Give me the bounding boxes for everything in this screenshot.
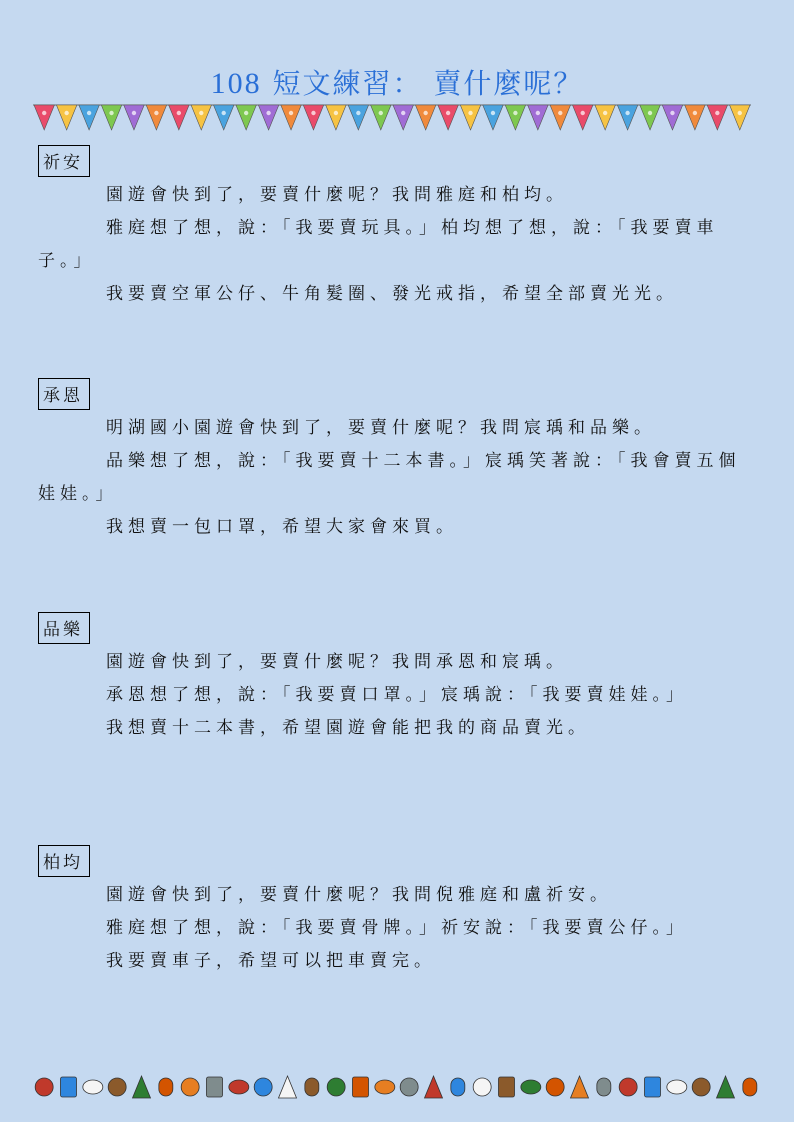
flag-icon	[730, 105, 750, 130]
festival-item-icon	[667, 1080, 687, 1094]
flag-icon	[528, 105, 548, 130]
festival-item-icon	[35, 1078, 53, 1096]
flag-dot	[311, 111, 315, 115]
paragraph: 園遊會快到了，要賣什麼呢？我問承恩和宸瑀。	[106, 652, 568, 672]
flag-dot	[446, 111, 450, 115]
flag-dot	[648, 111, 652, 115]
flag-icon	[460, 105, 480, 130]
festival-item-icon	[353, 1077, 369, 1097]
flag-dot	[199, 111, 203, 115]
festival-item-icon	[692, 1078, 710, 1096]
section-qian	[38, 145, 754, 311]
flag-icon	[483, 105, 503, 130]
festival-item-icon	[717, 1076, 735, 1098]
paragraph: 園遊會快到了，要賣什麼呢？我問雅庭和柏均。	[106, 185, 568, 205]
flag-dot	[468, 111, 472, 115]
festival-item-icon	[181, 1078, 199, 1096]
flag-dot	[334, 111, 338, 115]
flag-icon	[303, 105, 323, 130]
flag-dot	[603, 111, 607, 115]
paragraph: 我想賣一包口罩，希望大家會來買。	[106, 517, 458, 537]
festival-item-icon	[375, 1080, 395, 1094]
paragraph: 我要賣車子，希望可以把車賣完。	[106, 951, 436, 971]
student-name: 柏均	[38, 845, 90, 877]
flag-dot	[401, 111, 405, 115]
flag-icon	[56, 105, 76, 130]
paragraph: 承恩想了想，說：「我要賣口罩。」宸瑀說：「我要賣娃娃。」	[106, 685, 688, 705]
festival-item-icon	[743, 1078, 757, 1096]
flag-icon	[348, 105, 368, 130]
student-name: 祈安	[38, 145, 90, 177]
flag-icon	[258, 105, 278, 130]
festival-item-icon	[305, 1078, 319, 1096]
student-name: 承恩	[38, 378, 90, 410]
flag-dot	[244, 111, 248, 115]
festival-item-icon	[108, 1078, 126, 1096]
festival-item-icon	[400, 1078, 418, 1096]
paragraph: 雅庭想了想，說：「我要賣玩具。」柏均想了想，說：「我要賣車子。」	[38, 218, 719, 271]
festival-food-icons	[32, 1072, 762, 1102]
flag-icon	[662, 105, 682, 130]
flag-icon	[640, 105, 660, 130]
student-name: 品樂	[38, 612, 90, 644]
flag-icon	[550, 105, 570, 130]
flag-dot	[513, 111, 517, 115]
festival-item-icon	[521, 1080, 541, 1094]
flag-icon	[124, 105, 144, 130]
flag-dot	[222, 111, 226, 115]
title-number: 108	[210, 67, 262, 100]
flag-dot	[289, 111, 293, 115]
paragraph: 雅庭想了想，說：「我要賣骨牌。」祈安說：「我要賣公仔。」	[106, 918, 688, 938]
flag-icon	[79, 105, 99, 130]
flag-dot	[356, 111, 360, 115]
flag-dot	[177, 111, 181, 115]
festival-item-icon	[279, 1076, 297, 1098]
flag-dot	[87, 111, 91, 115]
bunting-flags-icon	[33, 102, 751, 134]
flag-icon	[146, 105, 166, 130]
flag-dot	[491, 111, 495, 115]
flag-icon	[101, 105, 121, 130]
flag-dot	[581, 111, 585, 115]
title-text: 短文練習： 賣什麼呢？	[272, 67, 584, 100]
section-pinle	[38, 612, 754, 745]
flag-icon	[34, 105, 54, 130]
festival-item-icon	[499, 1077, 515, 1097]
flag-dot	[625, 111, 629, 115]
paragraph: 品樂想了想，說：「我要賣十二本書。」宸瑀笑著說：「我會賣五個娃娃。」	[38, 451, 741, 504]
flag-dot	[154, 111, 158, 115]
flag-icon	[371, 105, 391, 130]
festival-item-icon	[327, 1078, 345, 1096]
flag-dot	[379, 111, 383, 115]
flag-icon	[169, 105, 189, 130]
flag-icon	[326, 105, 346, 130]
flag-icon	[393, 105, 413, 130]
festival-item-icon	[451, 1078, 465, 1096]
flag-icon	[214, 105, 234, 130]
flag-icon	[573, 105, 593, 130]
flag-dot	[64, 111, 68, 115]
festival-item-icon	[61, 1077, 77, 1097]
festival-item-icon	[207, 1077, 223, 1097]
paragraph: 園遊會快到了，要賣什麼呢？我問倪雅庭和盧祈安。	[106, 885, 612, 905]
festival-item-icon	[619, 1078, 637, 1096]
flag-icon	[707, 105, 727, 130]
flag-icon	[617, 105, 637, 130]
flag-dot	[693, 111, 697, 115]
festival-item-icon	[83, 1080, 103, 1094]
festival-item-icon	[645, 1077, 661, 1097]
flag-dot	[715, 111, 719, 115]
festival-item-icon	[133, 1076, 151, 1098]
flag-dot	[558, 111, 562, 115]
flag-dot	[738, 111, 742, 115]
section-chengen	[38, 378, 754, 544]
flag-icon	[685, 105, 705, 130]
flag-icon	[505, 105, 525, 130]
flag-dot	[670, 111, 674, 115]
flag-icon	[236, 105, 256, 130]
paragraph: 我要賣空軍公仔、牛角髮圈、發光戒指，希望全部賣光光。	[106, 284, 678, 304]
festival-item-icon	[473, 1078, 491, 1096]
page-title	[0, 62, 794, 102]
section-bojun	[38, 845, 754, 978]
flag-dot	[109, 111, 113, 115]
festival-item-icon	[597, 1078, 611, 1096]
festival-item-icon	[571, 1076, 589, 1098]
flag-icon	[415, 105, 435, 130]
festival-item-icon	[425, 1076, 443, 1098]
festival-item-icon	[229, 1080, 249, 1094]
paragraph: 明湖國小園遊會快到了，要賣什麼呢？我問宸瑀和品樂。	[106, 418, 656, 438]
flag-dot	[536, 111, 540, 115]
flag-dot	[42, 111, 46, 115]
flag-icon	[595, 105, 615, 130]
flag-icon	[281, 105, 301, 130]
flag-dot	[132, 111, 136, 115]
flag-icon	[191, 105, 211, 130]
festival-item-icon	[159, 1078, 173, 1096]
flag-dot	[423, 111, 427, 115]
festival-item-icon	[254, 1078, 272, 1096]
flag-dot	[266, 111, 270, 115]
paragraph: 我想賣十二本書，希望園遊會能把我的商品賣光。	[106, 718, 590, 738]
festival-item-icon	[546, 1078, 564, 1096]
flag-icon	[438, 105, 458, 130]
